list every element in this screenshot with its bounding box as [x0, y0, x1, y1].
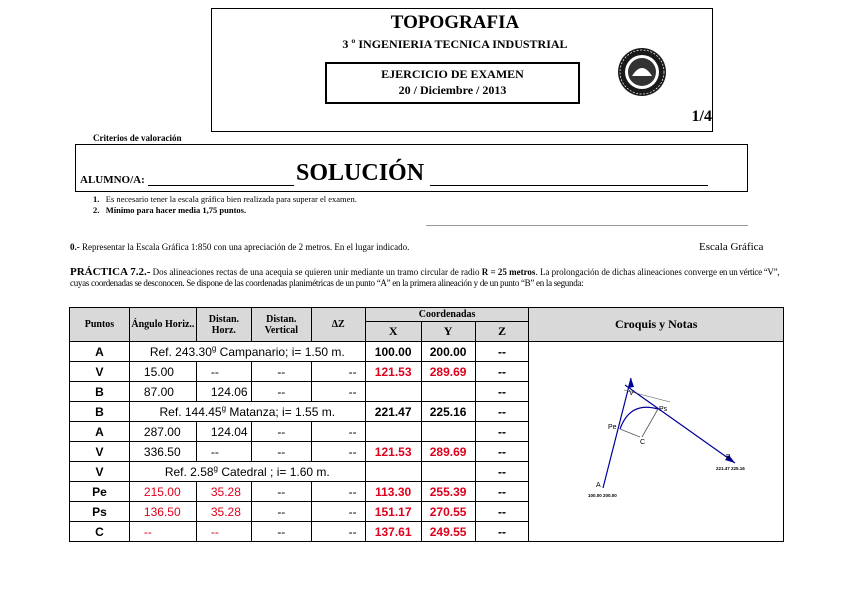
cell-z: -- [475, 402, 529, 422]
practice-text: PRÁCTICA 7.2.- Dos alineaciones rectas de una acequia se quieren unir mediante un tramo circular de radio R = 25 metros. La prolongación de dichas alineaciones converge en un vértice “V”, cuyas coordenadas se desconocen. Se dispone de las coordenadas planimétricas de un punto “A” en la primera alineación y de un punto “B” en la segunda: [70, 266, 780, 288]
cell-y: 289.69 [421, 362, 475, 382]
sketch-coord-b: 221.47 225.16 [716, 466, 745, 471]
university-seal-logo [616, 46, 668, 98]
cell-z: -- [475, 422, 529, 442]
cell-dist-h: -- [196, 442, 251, 462]
sketch-label-a: A [596, 482, 601, 489]
cell-y [421, 462, 475, 482]
cell-dz: -- [311, 502, 365, 522]
cell-dist-h: 35.28 [196, 502, 251, 522]
cell-reference: Ref. 243.30$^g$ Campanario; i= 1.50 m. [129, 342, 365, 362]
criteria-item-2: 2. Mínimo para hacer media 1,75 puntos. [93, 205, 247, 215]
table-row [70, 342, 784, 362]
cell-z: -- [475, 522, 529, 542]
sketch-label-v: V [629, 390, 634, 397]
cell-x: 137.61 [365, 522, 421, 542]
cell-point: Pe [70, 482, 130, 502]
cell-dz: -- [311, 422, 365, 442]
cell-dist-h: -- [196, 522, 251, 542]
cell-y: 249.55 [421, 522, 475, 542]
cell-y: 255.39 [421, 482, 475, 502]
cell-point: C [70, 522, 130, 542]
cell-point: Ps [70, 502, 130, 522]
cell-point: B [70, 382, 130, 402]
cell-dz: -- [311, 522, 365, 542]
cell-reference: Ref. 2.58$^g$ Catedral ; i= 1.60 m. [129, 462, 365, 482]
cell-z: -- [475, 462, 529, 482]
separator-line [426, 225, 748, 226]
solution-text: SOLUCIÓN [296, 160, 425, 186]
sketch-label-ps: Ps [659, 406, 668, 413]
cell-point: V [70, 462, 130, 482]
radius-ps-c [642, 409, 658, 437]
cell-x: 121.53 [365, 362, 421, 382]
header-y: Y [421, 322, 475, 342]
criteria-label: Criterios de valoración [93, 133, 182, 143]
cell-x [365, 382, 421, 402]
cell-dist-v: -- [251, 362, 311, 382]
cell-x: 151.17 [365, 502, 421, 522]
cell-dist-v: -- [251, 442, 311, 462]
exam-title: EJERCICIO DE EXAMEN [381, 67, 524, 81]
cell-dz: -- [311, 382, 365, 402]
header-croquis: Croquis y Notas [529, 308, 784, 342]
header-coords: Coordenadas [365, 308, 529, 322]
student-underline-right [430, 185, 708, 186]
cell-x: 113.30 [365, 482, 421, 502]
cell-dist-h: 124.04 [196, 422, 251, 442]
cell-dist-v: -- [251, 482, 311, 502]
header-dist-v: Distan. Vertical [251, 308, 311, 342]
student-underline-left [148, 185, 294, 186]
cell-dz: -- [311, 482, 365, 502]
cell-point: A [70, 342, 130, 362]
exam-date: 20 / Diciembre / 2013 [398, 83, 507, 97]
cell-point: A [70, 422, 130, 442]
sketch-label-b: B [726, 454, 731, 461]
cell-angle: 87.00 [129, 382, 196, 402]
croquis-sketch [580, 375, 760, 505]
header-x: X [365, 322, 421, 342]
cell-z: -- [475, 442, 529, 462]
header-angulo: Ángulo Horiz.. [129, 308, 196, 342]
header-title: TOPOGRAFIA [390, 12, 520, 33]
cell-y [421, 422, 475, 442]
cell-point: V [70, 442, 130, 462]
cell-angle: 215.00 [129, 482, 196, 502]
cell-y [421, 382, 475, 402]
criteria-item-1: 1. Es necesario tener la escala gráfica bien realizada para superar el examen. [93, 194, 357, 204]
header-subtitle: 3 º INGENIERIA TECNICA INDUSTRIAL [342, 37, 568, 51]
exercise-0: 0.- Representar la Escala Gráfica 1:850 con una apreciación de 2 metros. En el lugar indicado. [70, 242, 410, 252]
cell-dist-v: -- [251, 502, 311, 522]
cell-y: 289.69 [421, 442, 475, 462]
cell-y: 200.00 [421, 342, 475, 362]
cell-z: -- [475, 342, 529, 362]
cell-dist-h: 124.06 [196, 382, 251, 402]
cell-z: -- [475, 362, 529, 382]
cell-x: 100.00 [365, 342, 421, 362]
cell-dist-h: -- [196, 362, 251, 382]
cell-dist-v: -- [251, 422, 311, 442]
cell-z: -- [475, 382, 529, 402]
cell-angle: 336.50 [129, 442, 196, 462]
cell-y: 225.16 [421, 402, 475, 422]
cell-z: -- [475, 502, 529, 522]
header-puntos: Puntos [70, 308, 130, 342]
curve-arc [620, 407, 658, 429]
cell-point: B [70, 402, 130, 422]
page-number: 1/4 [691, 108, 712, 125]
cell-dz: -- [311, 442, 365, 462]
cell-angle: 287.00 [129, 422, 196, 442]
header-dz: ΔZ [311, 308, 365, 342]
cell-x: 121.53 [365, 442, 421, 462]
sketch-label-pe: Pe [608, 424, 617, 431]
radius-pe-c [620, 429, 640, 437]
scale-label: Escala Gráfica [699, 241, 764, 253]
cell-x [365, 462, 421, 482]
cell-point: V [70, 362, 130, 382]
cell-dist-h: 35.28 [196, 482, 251, 502]
cell-y: 270.55 [421, 502, 475, 522]
arrow-a-v-icon [628, 378, 634, 388]
header-dist-h: Distan. Horz. [196, 308, 251, 342]
alignment-a-v [603, 378, 631, 488]
cell-angle: 15.00 [129, 362, 196, 382]
sketch-label-c: C [640, 439, 646, 446]
cell-angle: -- [129, 522, 196, 542]
cell-reference: Ref. 144.45$^g$ Matanza; i= 1.55 m. [129, 402, 365, 422]
cell-x: 221.47 [365, 402, 421, 422]
cell-dz: -- [311, 362, 365, 382]
cell-angle: 136.50 [129, 502, 196, 522]
cell-x [365, 422, 421, 442]
student-label: ALUMNO/A: [80, 174, 145, 186]
cell-z: -- [475, 482, 529, 502]
alignment-v-b [625, 385, 735, 463]
header-z: Z [475, 322, 529, 342]
cell-dist-v: -- [251, 522, 311, 542]
sketch-coord-a: 100.00 200.00 [588, 493, 617, 498]
cell-dist-v: -- [251, 382, 311, 402]
